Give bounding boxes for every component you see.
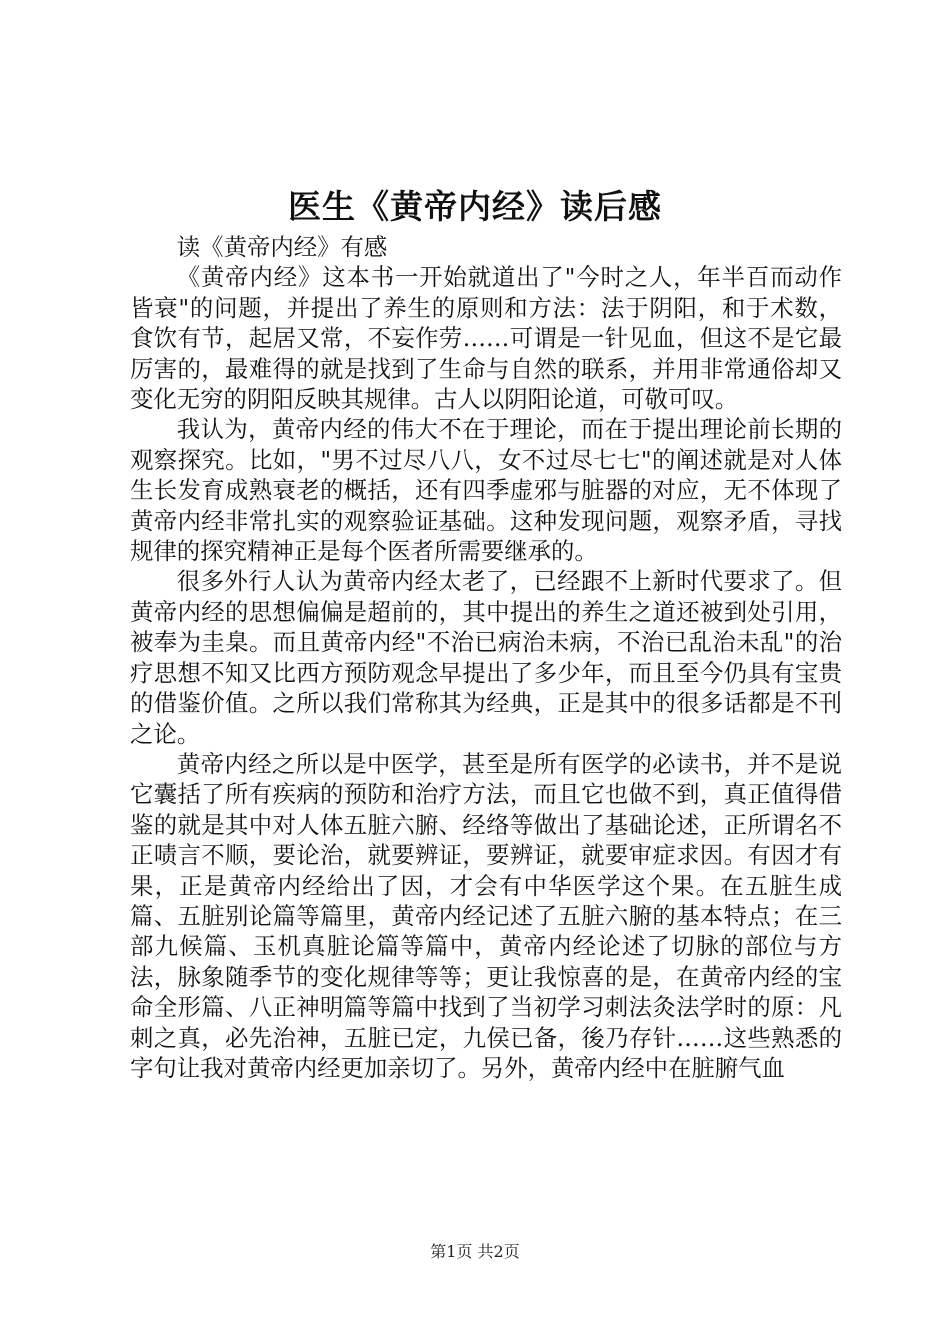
document-subtitle: 读《黄帝内经》有感 — [176, 233, 388, 261]
paragraph-4: 黄帝内经之所以是中医学，甚至是所有医学的必读书，并不是说它囊括了所有疾病的预防和治疗方法，而且它也做不到，真正值得借鉴的就是其中对人体五脏六腑、经络等做出了基础论述，正所谓名不正啧言不顺，要论治，就要辨证，要辨证，就要审症求因。有因才有果，正是黄帝内经给出了因，才会有中华医学这个果。在五脏生成篇、五脏别论篇等篇里，黄帝内经记述了五脏六腑的基本特点；在三部九候篇、玉机真脏论篇等篇中，黄帝内经论述了切脉的部位与方法，脉象随季节的变化规律等等；更让我惊喜的是，在黄帝内经的宝命全形篇、八正神明篇等篇中找到了当初学习刺法灸法学时的原：凡刺之真，必先治神，五脏已定，九侯已备，後乃存针……这些熟悉的字句让我对黄帝内经更加亲切了。另外，黄帝内经中在脏腑气血 — [130, 749, 842, 1082]
paragraph-3: 很多外行人认为黄帝内经太老了，已经跟不上新时代要求了。但黄帝内经的思想偏偏是超前的，其中提出的养生之道还被到处引用，被奉为圭臬。而且黄帝内经"不治已病治未病，不治已乱治未乱"的治疗思想不知又比西方预防观念早提出了多少年，而且至今仍具有宝贵的借鉴价值。之所以我们常称其为经典，正是其中的很多话都是不刊之论。 — [130, 567, 842, 748]
document-title: 医生《黄帝内经》读后感 — [288, 187, 662, 226]
paragraph-2: 我认为，黄帝内经的伟大不在于理论，而在于提出理论前长期的观察探究。比如，"男不过尽八八，女不过尽七七"的阐述就是对人体生长发育成熟衰老的概括，还有四季虚邪与脏器的对应，无不体现了黄帝内经非常扎实的观察验证基础。这种发现问题，观察矛盾，寻找规律的探究精神正是每个医者所需要继承的。 — [130, 415, 842, 566]
paragraph-1: 《黄帝内经》这本书一开始就道出了"今时之人，年半百而动作皆衰"的问题，并提出了养生的原则和方法：法于阴阳，和于术数，食饮有节，起居又常，不妄作劳……可谓是一针见血，但这不是它最厉害的，最难得的就是找到了生命与自然的联系，并用非常通俗却又变化无穷的阴阳反映其规律。古人以阴阳论道，可敬可叹。 — [130, 263, 842, 414]
document-body — [130, 232, 842, 1083]
page-number-footer: 第1页 共2页 — [430, 1242, 520, 1261]
